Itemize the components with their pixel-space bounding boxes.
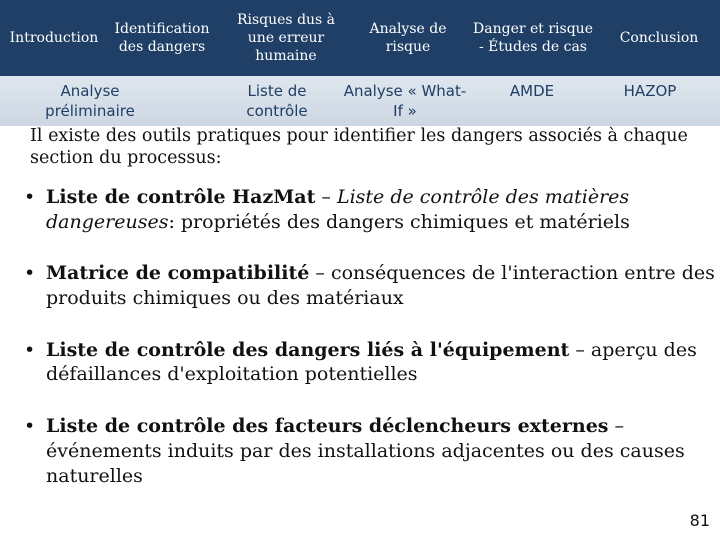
bullet-term: Liste de contrôle HazMat xyxy=(46,186,316,208)
bullet-icon: • xyxy=(24,186,36,208)
subnav-hazop[interactable]: HAZOP xyxy=(623,82,677,100)
intro-text: Il existe des outils pratiques pour identifier les dangers associés à chaque section du processus: xyxy=(30,126,688,168)
bullet-italic: Liste de contrôle des matières dangereuses xyxy=(46,186,630,233)
bullet-description: aperçu des défaillances d'exploitation potentielles xyxy=(46,338,697,386)
list-item xyxy=(20,338,720,387)
bullet-description: : propriétés des dangers chimiques et matériels xyxy=(168,210,630,233)
sub-navigation-bar xyxy=(0,76,720,126)
bullet-description: événements induits par des installations adjacentes ou des causes naturelles xyxy=(46,439,685,487)
subnav-analyse-what-if[interactable]: Analyse « What-If » xyxy=(343,82,467,120)
bullet-separator: – xyxy=(569,338,591,361)
bullet-description: conséquences de l'interaction entre des produits chimiques ou des matériaux xyxy=(46,262,715,310)
bullet-term: Matrice de compatibilité xyxy=(46,262,310,285)
bullet-icon: • xyxy=(24,415,36,438)
subnav-liste-de-controle[interactable]: Liste de contrôle xyxy=(246,82,308,120)
list-item xyxy=(20,185,720,234)
nav-tab-analyse-risque[interactable]: Analyse de risque xyxy=(369,20,447,55)
bullet-separator: – xyxy=(309,262,331,285)
bullet-icon: • xyxy=(24,262,36,285)
list-item xyxy=(20,414,720,488)
bullet-list xyxy=(20,185,720,515)
bullet-separator: – xyxy=(608,415,625,438)
subnav-amde[interactable]: AMDE xyxy=(509,82,555,100)
subnav-analyse-preliminaire[interactable]: Analyse préliminaire xyxy=(45,82,135,120)
top-navigation-bar xyxy=(0,0,720,76)
nav-tab-identification-dangers[interactable]: Identification des dangers xyxy=(114,20,210,55)
bullet-icon: • xyxy=(24,338,36,361)
nav-tab-introduction[interactable]: Introduction xyxy=(9,29,99,46)
bullet-term: Liste de contrôle des facteurs déclencheurs externes xyxy=(46,415,609,438)
page-number: 81 xyxy=(689,511,710,530)
bullet-separator: – xyxy=(315,186,337,208)
bullet-term: Liste de contrôle des dangers liés à l'équipement xyxy=(46,338,570,361)
list-item xyxy=(20,261,720,310)
nav-tab-etudes-de-cas[interactable]: Danger et risque - Études de cas xyxy=(473,20,593,55)
nav-tab-risques-erreur-humaine[interactable]: Risques dus à une erreur humaine xyxy=(236,11,336,65)
nav-tab-conclusion[interactable]: Conclusion xyxy=(619,29,699,46)
